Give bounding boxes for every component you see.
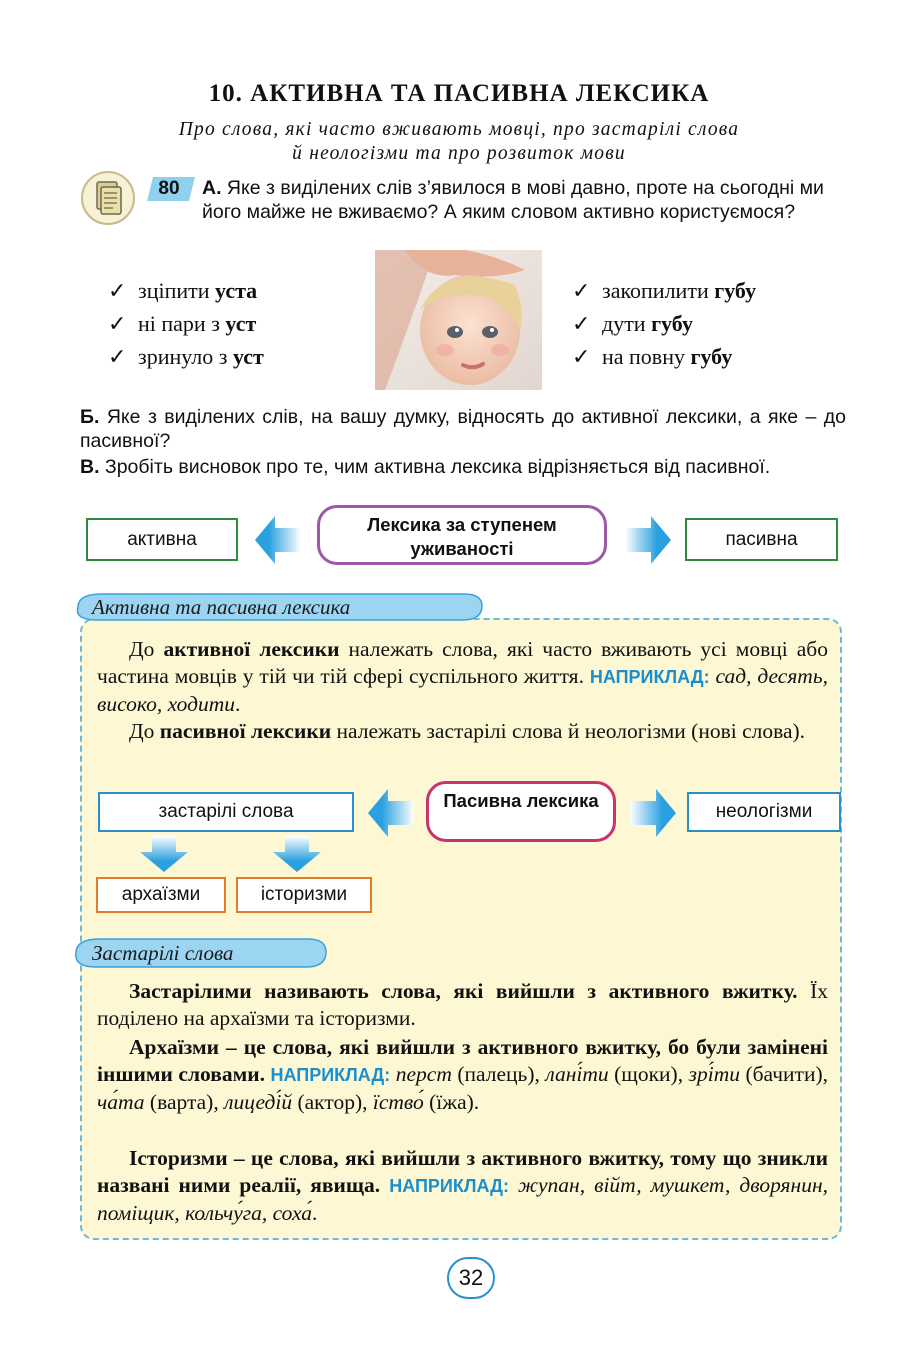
task-b-label: Б. (80, 406, 100, 428)
phrase-list-right (572, 274, 756, 373)
exercise-task-b (80, 405, 846, 453)
phrase-highlight: губу (714, 278, 757, 303)
example-label: НАПРИКЛАД: (270, 1065, 391, 1085)
exercise-task-a (202, 176, 846, 224)
child-photo (375, 250, 542, 390)
example-word: , ходити (156, 692, 235, 716)
check-icon: ✓ (572, 311, 591, 336)
text-run: . (234, 692, 241, 716)
arrow-left-icon (255, 516, 301, 564)
example-word: лицеді́й (224, 1090, 293, 1114)
section-tag-text: Застарілі слова (92, 941, 234, 965)
arrow-right-icon (625, 516, 671, 564)
phrase-highlight: уст (225, 311, 257, 336)
subtitle-line-1: Про слова, які часто вживають мовці, про застарілі слова (178, 119, 740, 140)
term-active-lexicon: активної лексики (163, 637, 340, 661)
list-item (108, 274, 264, 307)
lexicon-by-usage-box: Лексика за ступенем уживаності (317, 505, 607, 565)
phrase-text: на повну (602, 344, 691, 369)
task-v-label: В. (80, 456, 100, 478)
passive-lexicon-center-box: Пасивна лексика (426, 781, 616, 842)
notebook-icon (80, 170, 136, 226)
phrase-highlight: уста (215, 278, 258, 303)
list-item (572, 307, 756, 340)
section-tag-text: Активна та пасивна лексика (92, 595, 351, 619)
example-word: , десять (746, 664, 823, 688)
arrow-left-icon (368, 789, 414, 837)
example-gloss: (актор), (292, 1090, 373, 1114)
page-number: 32 (447, 1257, 495, 1299)
section-tag-obsolete-words (72, 937, 328, 969)
obsolete-words-box: застарілі слова (98, 792, 354, 832)
arrow-right-icon (630, 789, 676, 837)
active-lexicon-box: активна (86, 518, 238, 561)
term-passive-lexicon: пасивної лексики (159, 719, 332, 743)
text-run: До (129, 719, 160, 743)
definition-archaisms: Архаїзми – це слова, які вийшли з активного вжитку, бо були замінені іншими словами. (97, 1035, 828, 1086)
phrase-text: ні пари з (138, 311, 226, 336)
page-title: 10. АКТИВНА ТА ПАСИВНА ЛЕКСИКА (208, 80, 710, 107)
task-b-text: Яке з виділених слів, на вашу думку, відносять до активної лексики, а яке – до пасивної? (80, 406, 846, 452)
definition-obsolete: Застарілими називають слова, які вийшли з активного вжитку. (129, 979, 798, 1003)
archaisms-box: архаїзми (96, 877, 226, 913)
exercise-number: 80 (158, 178, 180, 199)
task-v-text: Зробіть висновок про те, чим активна лексика відрізняється від пасивної. (99, 456, 771, 478)
check-icon: ✓ (108, 311, 127, 336)
list-item (572, 340, 756, 373)
example-gloss: (варта), (144, 1090, 225, 1114)
passive-lexicon-box: пасивна (685, 518, 838, 561)
section-tag-active-passive (72, 592, 484, 622)
example-word: перст (390, 1062, 452, 1086)
exercise-number-badge (145, 175, 197, 203)
neologisms-box: неологізми (687, 792, 841, 832)
example-gloss: (щоки), (608, 1062, 689, 1086)
example-gloss: (палець), (451, 1062, 546, 1086)
check-icon: ✓ (108, 278, 127, 303)
subtitle-line-2: й неологізми та про розвиток мови (292, 143, 626, 164)
example-word: їство́ (372, 1090, 424, 1114)
example-word: , високо (97, 664, 828, 716)
check-icon: ✓ (572, 344, 591, 369)
phrase-text: зринуло з (138, 344, 233, 369)
example-words: жупан, війт, мушкет, дворянин, поміщик, кольчу́га, соха́ (97, 1173, 828, 1225)
page-subtitle (0, 118, 918, 166)
paragraph-passive-lexicon (97, 718, 828, 745)
example-gloss: (їжа). (423, 1090, 480, 1114)
paragraph-obsolete-words (97, 978, 828, 1032)
phrase-text: дути (602, 311, 652, 336)
paragraph-archaisms (97, 1034, 828, 1116)
list-item (108, 340, 264, 373)
task-a-label: А. (202, 177, 222, 199)
example-word: лані́ти (545, 1062, 609, 1086)
example-gloss: (бачити), (739, 1062, 828, 1086)
example-word: зрі́ти (688, 1062, 740, 1086)
phrase-highlight: губу (690, 344, 733, 369)
example-label: НАПРИКЛАД: (389, 1176, 509, 1196)
definition-historisms: Історизми – це слова, які вийшли з активного вжитку, тому що зникли названі ними реалії, явища. (97, 1146, 828, 1197)
text-run: належать слова, які часто вживають усі мовці або частина мовців у тій чи тій сфері суспільного життя. (97, 637, 828, 688)
phrase-text: закопилити (602, 278, 715, 303)
paragraph-active-lexicon (97, 636, 828, 718)
task-a-text: Яке з виділених слів з’явилося в мові давно, проте на сьогодні ми його майже не вживаємо? А яким словом активно користуємося? (202, 177, 824, 223)
paragraph-historisms (97, 1145, 828, 1227)
example-word: сад (709, 664, 747, 688)
list-item (572, 274, 756, 307)
example-word: ча́та (97, 1090, 145, 1114)
list-item (108, 307, 264, 340)
check-icon: ✓ (572, 278, 591, 303)
text-run: належать застарілі слова й неологізми (нові слова). (331, 719, 806, 743)
phrase-highlight: уст (232, 344, 264, 369)
text-run: . (311, 1201, 318, 1225)
check-icon: ✓ (108, 344, 127, 369)
text-run: До (129, 637, 164, 661)
phrase-text: зціпити (138, 278, 216, 303)
historisms-box: історизми (236, 877, 372, 913)
example-label: НАПРИКЛАД: (589, 667, 710, 687)
arrow-down-icon (140, 836, 188, 872)
phrase-list-left (108, 274, 264, 373)
phrase-highlight: губу (651, 311, 693, 336)
arrow-down-icon (273, 836, 321, 872)
text-run: Їх поділено на архаїзми та історизми. (97, 979, 828, 1030)
exercise-task-v (80, 455, 846, 479)
